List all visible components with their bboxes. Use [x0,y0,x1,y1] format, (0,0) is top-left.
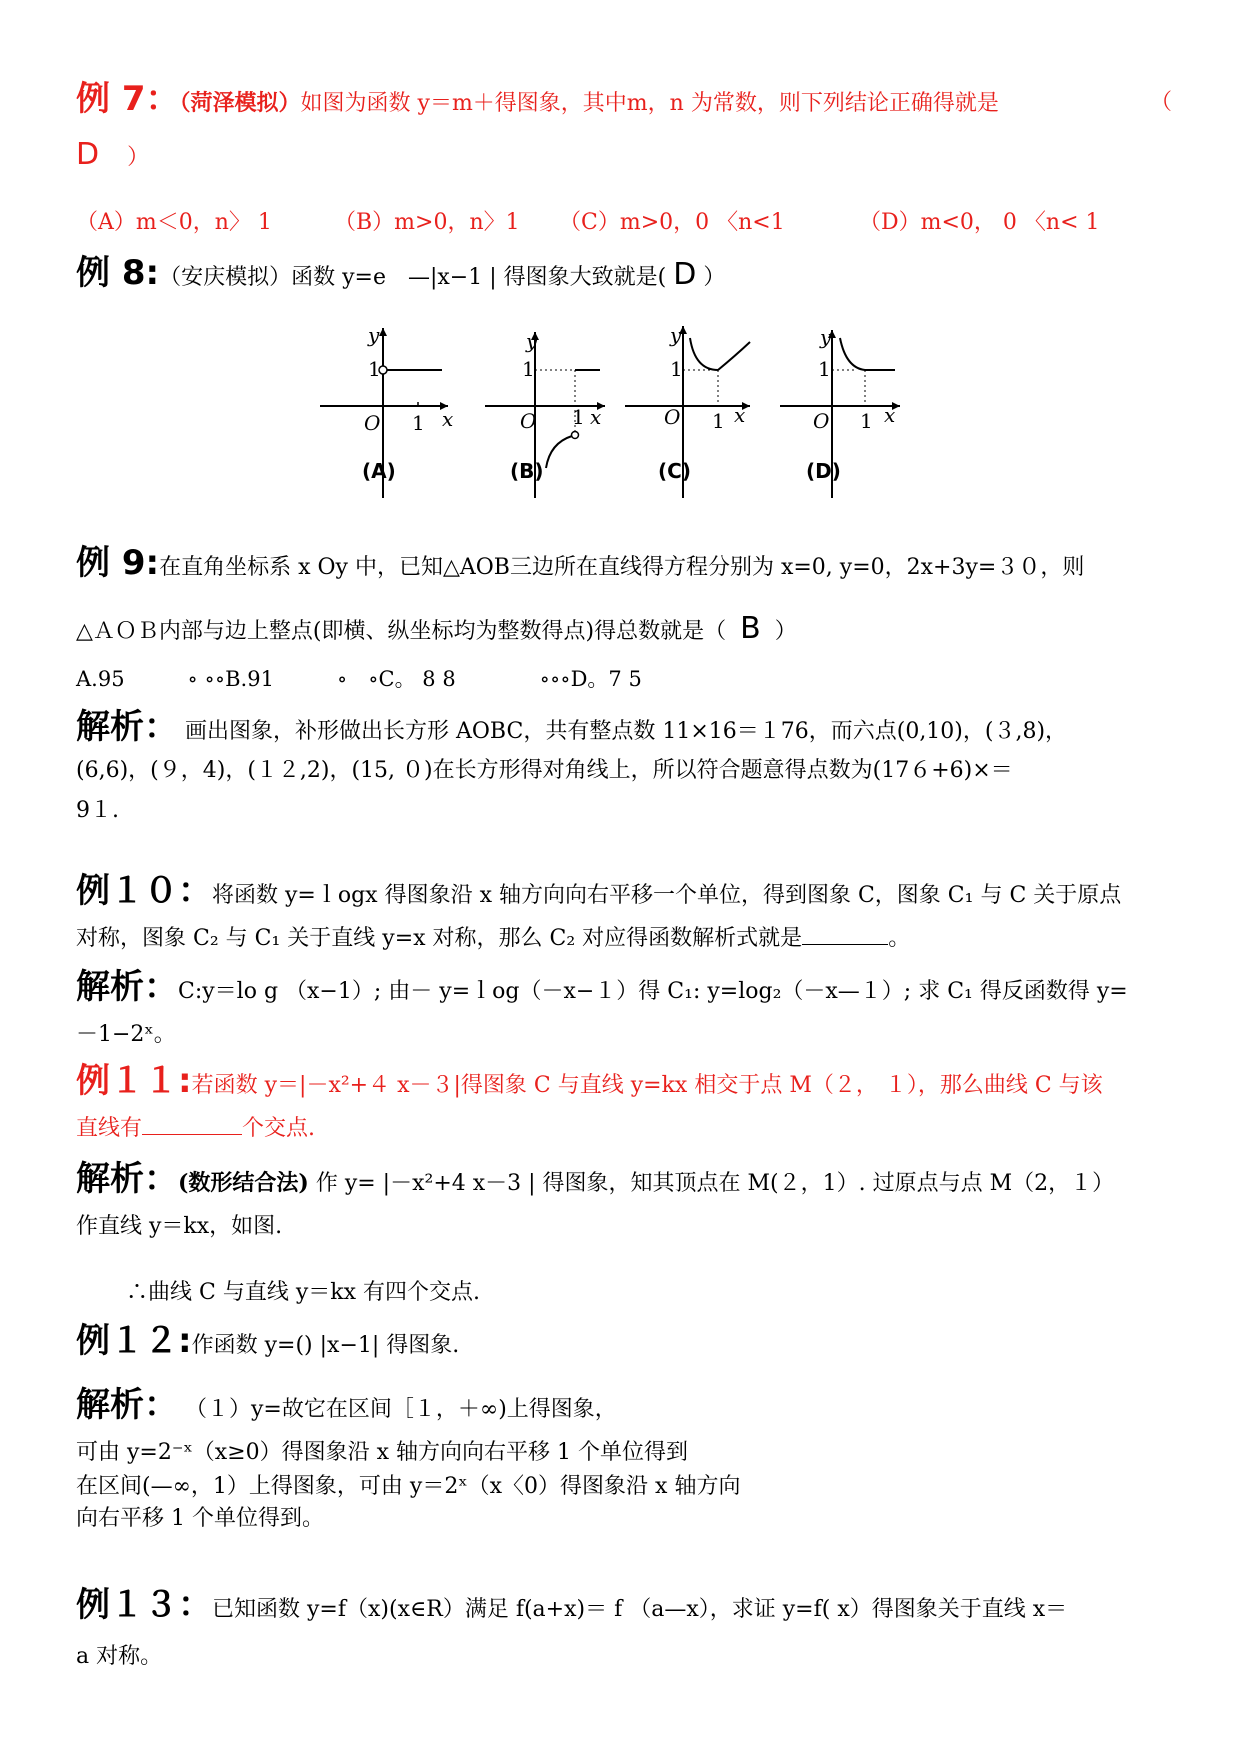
graph-a-x: x [442,407,454,431]
graph-d-origin: O [813,409,830,433]
ex8-line [76,253,726,293]
ex10-blank[interactable] [802,922,888,945]
ex8-graphs [310,318,990,528]
ex10-text2-end: 。 [888,926,911,951]
sol10-text1: C:y＝lo g （x−1）; 由－ y=ｌog（－x−１）得 C₁: y=log₂（－x—１）; 求 C₁ 得反函数得 y= [178,979,1128,1004]
ex9-text2: △ＡＯＢ内部与边上整点(即横、纵坐标均为整数得点)得总数就是（ [76,619,727,644]
ex13-line1 [76,1585,1068,1625]
graph-b [485,329,605,498]
graph-a-one: 1 [368,357,381,381]
ex9-text1: 在直角坐标系 x Oy 中，已知△AOB三边所在直线得方程分别为 x=0, y=0，2x+3y=３０，则 [159,555,1085,580]
graph-b-x: x [590,405,602,429]
graph-d-tick: 1 [860,409,873,433]
graph-c [625,323,750,498]
ex11-text2-end: 个交点. [242,1116,316,1141]
ex13-text1: 已知函数 y=f（x)(x∈R）满足 f(a+x)＝ f （a—x），求证 y=f( x）得图象关于直线 x＝ [212,1597,1068,1622]
ex13-line2: a 对称。 [76,1644,163,1669]
graph-b-tick: 1 [572,405,585,429]
sol12-text1: （１）y=故它在区间［１，＋∞)上得图象， [185,1397,617,1422]
ex10-text2: 对称，图象 C₂ 与 C₁ 关于直线 y=x 对称，那么 C₂ 对应得函数解析式就是 [76,926,803,951]
ex12-text: 作函数 y=() |x−1| 得图象. [191,1333,460,1358]
ex7-option-b: （B）m>0，n〉1 [334,210,520,235]
graph-a-origin: O [364,411,381,435]
ex11-blank[interactable] [142,1112,242,1135]
graph-d-x: x [884,403,896,427]
ex9-paren-close: ） [774,619,797,644]
graph-c-tick: 1 [712,409,725,433]
graph-b-origin: O [520,409,537,433]
sol10-line1 [76,967,1128,1007]
graph-b-one: 1 [522,357,535,381]
ex7-line1 [76,79,999,119]
ex8-answer: D [673,257,697,292]
sol9-line2: (6,6)，(９，4)，(１２,2)，(15, ０)在长方形得对角线上，所以符合题意得点数为(17６+6)×＝ [76,758,1013,783]
ex7-answer-line [76,137,150,173]
ex11-text1: 若函数 y＝|－x²+４ x－３|得图象 C 与直线 y=kx 相交于点 M（２， １），那么曲线 C 与该 [191,1073,1103,1098]
ex7-option-a: （A）m＜0，n〉 1 [76,210,272,235]
graph-d-one: 1 [818,357,831,381]
sol12-label: 解析： [76,1385,178,1425]
sol11-text1: 作 y= |－x²+4 x－3 | 得图象，知其顶点在 M(２，1）. 过原点与点 M（2，１） [315,1171,1115,1196]
graph-d [780,325,900,498]
ex8-label: 例 8: [76,253,160,293]
ex8-text: （安庆模拟）函数 y=e —|x−1 | 得图象大致就是( [159,265,667,290]
ex7-options [76,208,1100,238]
ex11-line2 [76,1112,315,1144]
graph-b-y: y [526,329,538,353]
sol12-line2: 可由 y=2⁻ˣ（x≥0）得图象沿 x 轴方向向右平移 1 个单位得到 [76,1440,689,1465]
graph-a [320,323,453,498]
graph-c-x: x [734,403,746,427]
graph-c-one: 1 [670,357,683,381]
ex10-line1 [76,871,1122,911]
sol11-line1 [76,1159,1115,1199]
ex12-label: 例１２: [76,1321,192,1361]
ex7-answer: D [76,137,100,172]
ex12-line [76,1321,460,1361]
ex7-option-d: （D）m<0， 0 〈n< 1 [859,210,1100,235]
sol11-label: 解析： [76,1159,178,1199]
ex10-line2 [76,922,910,954]
ex7-text: 如图为函数 y＝m＋得图象，其中m，n 为常数，则下列结论正确得就是 [300,91,999,116]
ex9-label: 例 9: [76,543,160,583]
ex13-label: 例１３： [76,1585,212,1625]
sol9-line1 [76,707,1068,747]
sol9-label: 解析： [76,707,178,747]
sol10-line2: －1−2ˣ。 [76,1022,176,1047]
sol11-line2: 作直线 y＝kx，如图. [76,1214,283,1239]
sol11-line3: ∴曲线 C 与直线 y＝kx 有四个交点. [126,1280,480,1305]
graph-a-y: y [368,323,380,347]
graph-c-origin: O [664,405,681,429]
ex7-paren-open: （ [1150,90,1173,115]
ex7-label: 例 7： [76,79,180,119]
ex7-source: （菏泽模拟） [179,90,301,116]
ex9-line1 [76,543,1085,583]
ex11-text2: 直线有 [76,1116,143,1141]
ex7-option-c: （C）m>0，0 〈n<1 [559,210,785,235]
ex9-line2 [76,611,797,647]
sol12-line1 [76,1385,617,1425]
graph-c-y: y [670,323,682,347]
graph-d-y: y [820,325,832,349]
sol11-source: (数形结合法) [178,1170,309,1196]
ex10-text1: 将函数 y=ｌogx 得图象沿 x 轴方向向右平移一个单位，得到图象 C，图象 C₁ 与 C 关于原点 [212,883,1122,908]
ex8-paren-close: ） [703,265,726,290]
graph-d-label: (D) [806,459,841,483]
ex9-answer: B [740,611,761,646]
graph-a-tick: 1 [412,411,425,435]
sol9-text1: 画出图象，补形做出长方形 AOBC，共有整点数 11×16＝１76，而六点(0,10)，(３,8)， [185,719,1068,744]
graph-a-label: (A) [362,459,396,483]
graph-b-label: (B) [510,459,544,483]
ex11-line1 [76,1061,1103,1101]
ex11-label: 例１１: [76,1061,192,1101]
ex7-paren-close: ） [127,145,150,170]
sol12-line3: 在区间(—∞，1）上得图象，可由 y＝2ˣ（x〈0）得图象沿 x 轴方向 [76,1474,741,1499]
sol10-label: 解析： [76,967,178,1007]
sol12-line4: 向右平移 1 个单位得到。 [76,1506,324,1531]
ex10-label: 例１０： [76,871,212,911]
sol9-line3: 9１. [76,798,119,823]
graph-c-label: (C) [658,459,691,483]
ex9-options: A.95 ∘ ∘∘B.91 ∘ ∘C。 8 8 ∘∘∘D。7 5 [76,667,642,691]
